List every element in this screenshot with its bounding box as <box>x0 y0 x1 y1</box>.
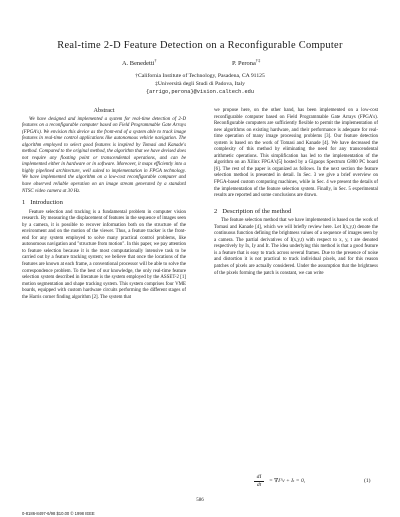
page-number: 586 <box>196 498 204 503</box>
equation-numerator: dI <box>256 474 262 480</box>
author-2-marks: †‡ <box>255 57 261 63</box>
affiliation-caltech: †California Institute of Technology, Pasadena, CA 91125 <box>135 73 265 79</box>
author-1-name: A. Benedetti <box>122 60 155 67</box>
equation-fraction <box>254 474 264 488</box>
author-1 <box>122 57 157 67</box>
author-2 <box>232 57 261 67</box>
section-2-title: Description of the method <box>222 207 292 215</box>
right-column <box>214 108 378 277</box>
abstract-text: We have designed and implemented a system for real-time detection of 2-D features on a reconfigurable computer based on Field Programmable Gate Arrays (FPGA's). We envision this device as the front-end of a system able to track image features in real-time control applications like autonomous vehicle navigation. The algorithm employed to select good features is inspired by Tomasi and Kanade's method. Compared to the original method, the algorithm that we have devised does not require any floating point or transcendental operations, and can be implemented either in hardware or in software. Moreover, it maps efficiently into a highly pipelined architecture, well suited to implementation in FPGA technology. We have implemented the algorithm on a low-cost reconfigurable computer and have observed reliable operation on an image stream generated by a standard NTSC video camera at 30 Hz. <box>22 116 186 194</box>
section-1-title: Introduction <box>30 199 63 207</box>
copyright-footer: 0-8186-8497-6/98 $10.00 © 1998 IEEE <box>22 511 95 516</box>
equation-rhs: = ∇Iᵀv + Iₜ = 0, <box>269 478 306 484</box>
section-1-number: 1 <box>22 199 26 207</box>
section-1-text: Feature selection and tracking is a fundamental problem in computer vision research. By measuring the displacement of features in the sequence of images seen by a camera, it is possible to recover information both on the structure of the environment and on the motion of the viewer. Thus, a feature tracker is the front-end for any system employed to solve many practical control problems, like autonomous navigation and "structure from motion". In this paper, we pay attention to feature selection because it is the most computationally intensive task to be carried out by a feature tracking system; we believe that once the locations of the features are known at each frame, a conventional processor will be able to solve the correspondence problem. To the best of our knowledge, the only real-time feature selection system described in literature is the system employed by the ASSET-2 [1] motion segmentation and shape tracking system. This system comprises four VME boards, equipped with custom hardware circuits performing the different stages of the Harris corner finding algorithm [2]. The system that <box>22 209 186 300</box>
section-2-number: 2 <box>214 207 218 215</box>
paper-title: Real-time 2-D Feature Detection on a Reconfigurable Computer <box>57 40 343 51</box>
section-2-heading <box>214 209 378 216</box>
section-1-heading <box>22 200 186 207</box>
intro-continuation: we propose here, on the other hand, has been implemented on a low-cost reconfigurable computer based on Field Programmable Gate Arrays (FPGA's). Reconfigurable computers are sufficiently flexible to permit the implementation of new algorithms on existing hardware, and their performance is adequate for real-time operation of many image processing problems [3]. Our feature detection system is based on the work of Tomasi and Kanade [4]. We have decreased the complexity of this method by eliminating the need for any transcendental arithmetic operations. This simplification has led to the implementation of the algorithm on an Xilinx FPGA's[5] hosted by a Gigaops Spectrum G800 PC board [6]. The rest of the paper is organized as follows. In the next section the feature selection method is presented in detail. In Sec. 3 we give a brief overview on FPGA-based custom computing machines, while in Sec. 4 we present the details of the implementation of the feature selection system. Finally, in Sec. 5 experimental results are reported and some conclusions are drawn. <box>214 108 378 199</box>
abstract-heading: Abstract <box>93 107 115 114</box>
equation-denominator: dt <box>256 482 262 488</box>
author-1-marks: † <box>154 57 157 63</box>
left-column <box>22 108 186 301</box>
affiliation-padova: ‡Università degli Studi di Padova, Italy <box>154 81 246 87</box>
author-2-name: P. Perona <box>232 60 256 67</box>
equation-number: (1) <box>364 478 371 484</box>
section-2-text: The feature selection method that we have implemented is based on the work of Tomasi and Kanade [4], which we will briefly review here. Let I(x,y,t) denote the continuous function defining the brightness values of a sequence of images seen by a camera. The partial derivatives of I(x,y,t) with respect to x, y, t are denoted respectively by Ix, Iy and It. The idea underlying this method is that a good feature is a feature that is easy to track across several frames. Due to the presence of noise and distortion it is not practical to track individual pixels, and for this reason patches of pixels are actually considered. Under the assumption that the brightness of the pixels forming the patch is constant, we can write <box>214 218 378 276</box>
author-email: {arrigo,perona}@vision.caltech.edu <box>145 89 255 95</box>
